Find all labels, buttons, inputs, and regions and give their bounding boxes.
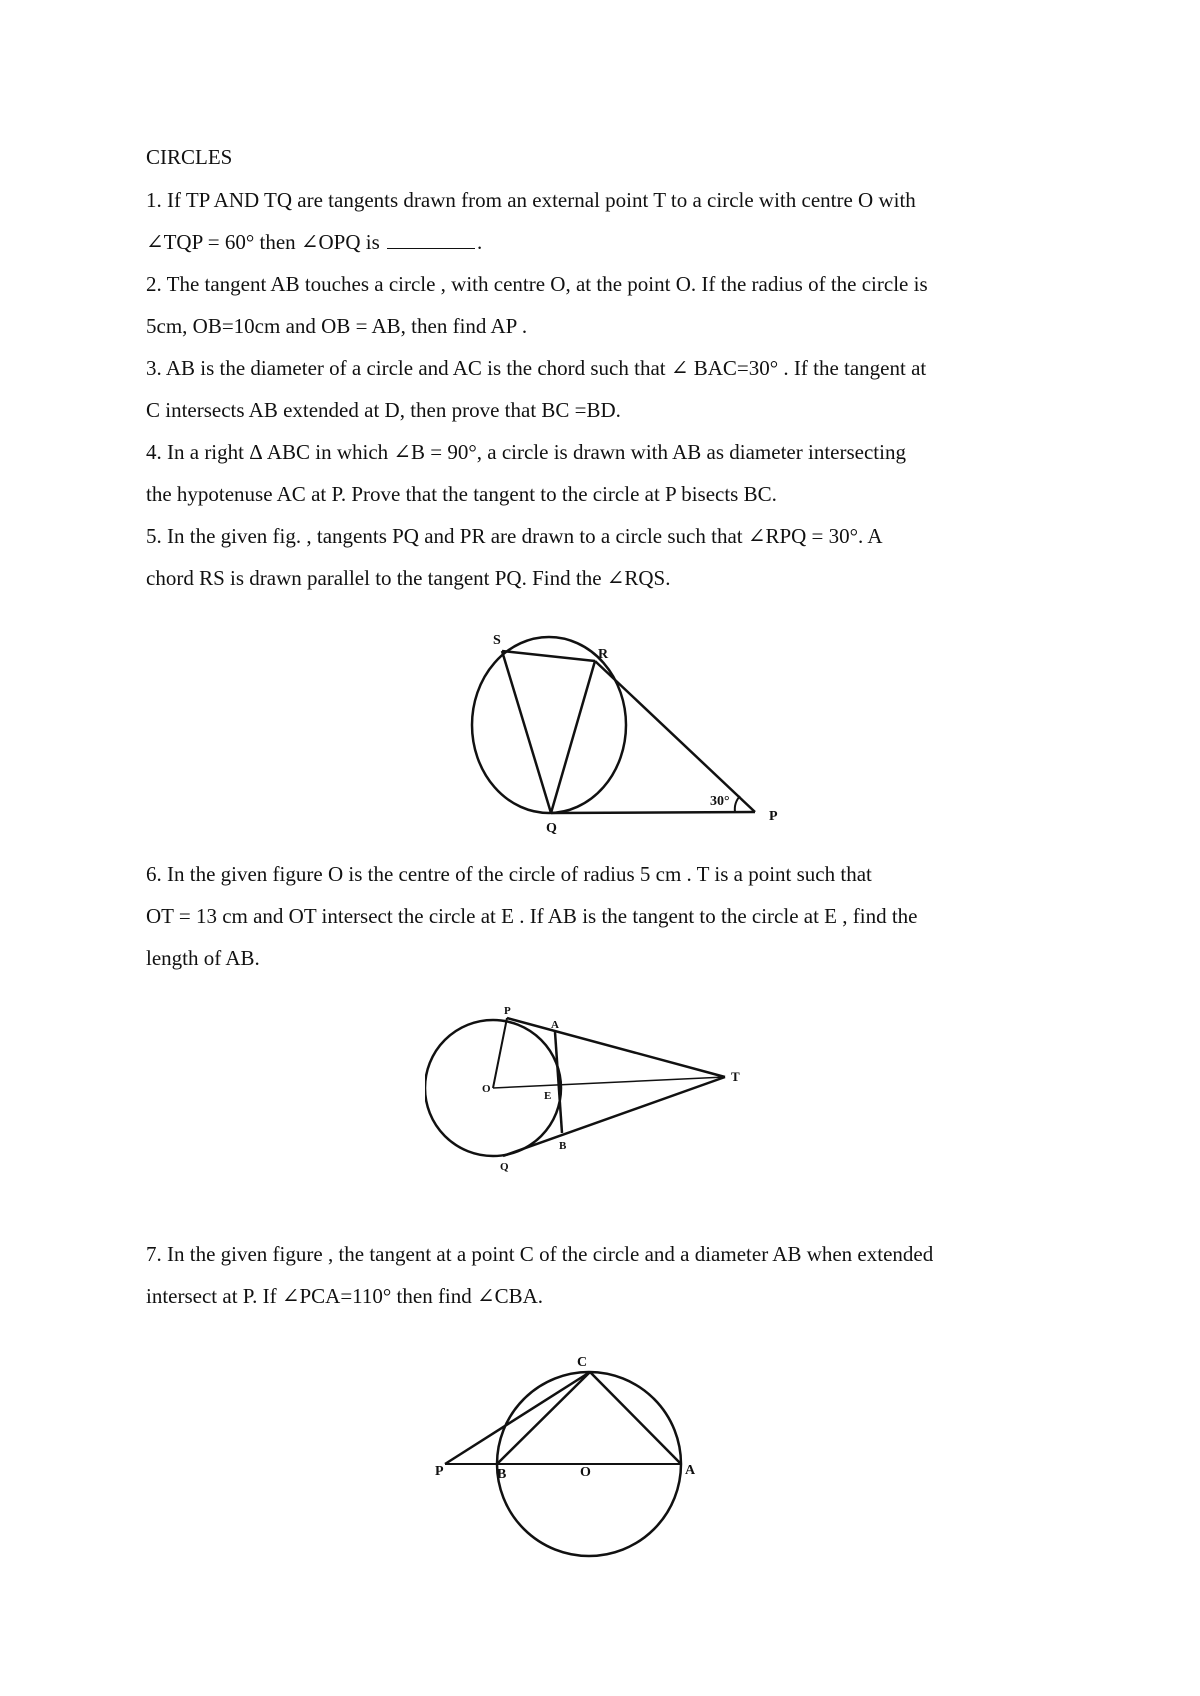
segment-OT [493, 1077, 725, 1088]
figure-5-circle [472, 637, 626, 813]
label-O: O [580, 1465, 591, 1480]
question-4-line-2: the hypotenuse AC at P. Prove that the tangent to the circle at P bisects BC. [146, 482, 777, 506]
question-6-line-1: 6. In the given figure O is the centre of the circle of radius 5 cm . T is a point such that [146, 862, 872, 886]
angle-arc [735, 796, 740, 812]
chord-SQ [502, 651, 551, 813]
question-7-line-2: intersect at P. If ∠PCA=110° then find ∠CBA. [146, 1284, 544, 1308]
label-T: T [731, 1069, 740, 1084]
label-A: A [551, 1019, 559, 1031]
question-2-line-1: 2. The tangent AB touches a circle , with centre O, at the point O. If the radius of the circle is [146, 272, 928, 296]
question-4-line-1: 4. In a right Δ ABC in which ∠B = 90°, a circle is drawn with AB as diameter intersecting [146, 440, 906, 464]
label-S: S [493, 633, 501, 648]
tangent-PR [595, 661, 755, 812]
question-1-line-1: 1. If TP AND TQ are tangents drawn from an external point T to a circle with centre O with [146, 188, 916, 212]
label-A: A [685, 1463, 696, 1478]
tangent-PC [445, 1372, 590, 1464]
question-1-end: . [477, 230, 483, 254]
question-6-line-3: length of AB. [146, 946, 260, 970]
chord-RQ [551, 661, 595, 813]
chord-SR [502, 651, 595, 661]
question-3-line-1: 3. AB is the diameter of a circle and AC is the chord such that ∠ BAC=30° . If the tangent at [146, 356, 927, 380]
label-C: C [577, 1355, 588, 1370]
label-R: R [598, 647, 609, 662]
question-5-line-2: chord RS is drawn parallel to the tangent PQ. Find the ∠RQS. [146, 566, 671, 590]
label-O: O [482, 1083, 491, 1095]
page-title: CIRCLES [146, 145, 233, 169]
question-3-line-2: C intersects AB extended at D, then prove that BC =BD. [146, 398, 621, 422]
label-P: P [504, 1005, 511, 1017]
tangent-PQ [551, 812, 755, 813]
figure-5-tangents-diagram [405, 630, 795, 840]
label-Q: Q [500, 1161, 509, 1173]
question-6-line-2: OT = 13 cm and OT intersect the circle at E . If AB is the tangent to the circle at E , find the [146, 904, 918, 928]
tangent-TP [507, 1018, 725, 1077]
question-1-line-2 [146, 229, 482, 255]
label-E: E [544, 1090, 552, 1102]
label-angle-30: 30° [710, 794, 730, 809]
label-B: B [559, 1140, 567, 1152]
question-7-line-1: 7. In the given figure , the tangent at a point C of the circle and a diameter AB when extended [146, 1242, 934, 1266]
answer-blank [387, 230, 475, 249]
label-B: B [497, 1467, 507, 1482]
label-P: P [769, 809, 778, 824]
label-P: P [435, 1464, 444, 1479]
question-5-line-1: 5. In the given fig. , tangents PQ and PR are drawn to a circle such that ∠RPQ = 30°. A [146, 524, 883, 548]
chord-CB [497, 1372, 590, 1464]
label-Q: Q [546, 821, 557, 836]
question-2-line-2: 5cm, OB=10cm and OB = AB, then find AP . [146, 314, 528, 338]
tangent-TQ [503, 1077, 725, 1156]
figure-6-tangent-diagram [425, 1000, 795, 1180]
radius-OP [493, 1018, 507, 1088]
question-1-text: ∠TQP = 60° then ∠OPQ is [146, 230, 380, 254]
figure-7-tangent-diagram [425, 1350, 765, 1560]
